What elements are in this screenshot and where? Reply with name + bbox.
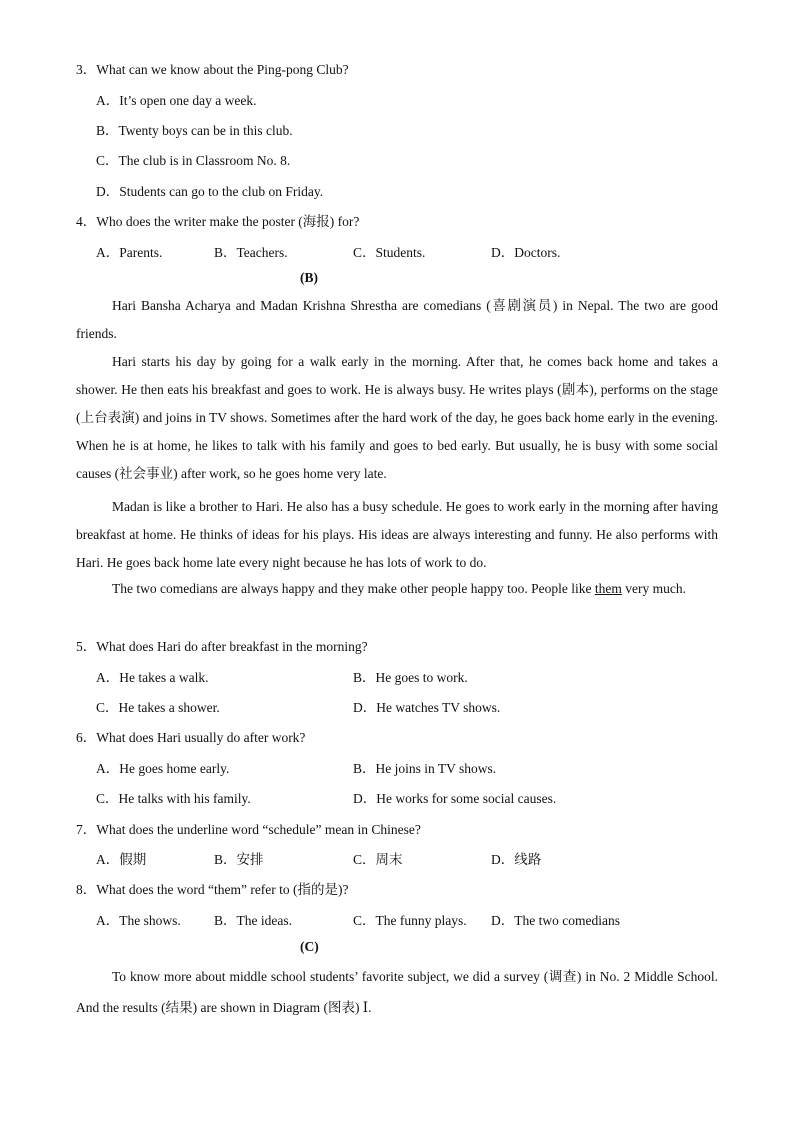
- q5-option-a: A．He takes a walk.: [96, 670, 209, 685]
- q4-option-c: C．Students.: [353, 245, 426, 260]
- section-c-heading: (C): [300, 939, 319, 954]
- question-8-stem: 8．What does the word “them” refer to (指的是)?: [76, 882, 349, 897]
- q6-option-c: C．He talks with his family.: [96, 791, 251, 806]
- q3-option-c: C．The club is in Classroom No. 8.: [96, 153, 291, 168]
- q7-option-d: D．线路: [491, 852, 542, 867]
- q8-option-a: A．The shows.: [96, 913, 181, 928]
- paragraph-text: very much.: [621, 581, 686, 596]
- q3-option-a: A．It’s open one day a week.: [96, 93, 257, 108]
- passage-b-paragraph-2: [76, 348, 718, 488]
- q8-option-d: D．The two comedians: [491, 913, 620, 928]
- q4-option-a: A．Parents.: [96, 245, 163, 260]
- q7-option-b: B．安排: [214, 852, 264, 867]
- question-3-stem: 3．What can we know about the Ping-pong Club?: [76, 62, 349, 77]
- section-b-heading: (B): [300, 270, 318, 285]
- question-6-stem: 6．What does Hari usually do after work?: [76, 730, 306, 745]
- q7-option-a: A．假期: [96, 852, 147, 867]
- q3-option-d: D．Students can go to the club on Friday.: [96, 184, 324, 199]
- paragraph-text: Hari starts his day by going for a walk early in the morning. After that, he comes back home and takes a shower. He then eats his breakfast and goes to work. He is always busy. He writes plays (剧本), performs on the stage (上台表演) and joins in TV shows. Sometimes after the hard work of the day, he goes back home early in the evening. When he is at home, he likes to talk with his family and goes to bed early. But usually, he is busy with some social causes (社会事业) after work, so he goes home very late.: [76, 354, 718, 481]
- q4-option-b: B．Teachers.: [214, 245, 288, 260]
- passage-c-paragraph-1: [76, 961, 718, 1023]
- paragraph-text: To know more about middle school students’ favorite subject, we did a survey (调查) in No. 2 Middle School. And the results (结果) are shown in Diagram (图表) Ⅰ.: [76, 969, 718, 1015]
- underlined-word-them: them: [594, 581, 622, 596]
- q5-option-b: B．He goes to work.: [353, 670, 468, 685]
- passage-b-paragraph-3: [76, 493, 718, 577]
- q6-option-d: D．He works for some social causes.: [353, 791, 557, 806]
- passage-b-paragraph-4: [76, 575, 718, 603]
- q7-option-c: C．周末: [353, 852, 403, 867]
- q6-option-b: B．He joins in TV shows.: [353, 761, 497, 776]
- q5-option-c: C．He takes a shower.: [96, 700, 220, 715]
- paragraph-text: The two comedians are always happy and they make other people happy too. People like: [112, 581, 595, 596]
- q4-option-d: D．Doctors.: [491, 245, 561, 260]
- q8-option-b: B．The ideas.: [214, 913, 292, 928]
- question-7-stem: 7．What does the underline word “schedule” mean in Chinese?: [76, 822, 421, 837]
- paragraph-text: Hari Bansha Acharya and Madan Krishna Shrestha are comedians (喜剧演员) in Nepal. The two are good friends.: [76, 298, 718, 341]
- question-5-stem: 5．What does Hari do after breakfast in the morning?: [76, 639, 368, 654]
- q8-option-c: C．The funny plays.: [353, 913, 467, 928]
- q3-option-b: B．Twenty boys can be in this club.: [96, 123, 293, 138]
- paragraph-text: Madan is like a brother to Hari. He also has a busy schedule. He goes to work early in the morning after having breakfast at home. He thinks of ideas for his plays. His ideas are always interesting and funny. He also performs with Hari. He goes back home late every night because he has lots of work to do.: [76, 499, 718, 570]
- passage-b-paragraph-1: [76, 292, 718, 348]
- question-4-stem: 4．Who does the writer make the poster (海报) for?: [76, 214, 360, 229]
- q5-option-d: D．He watches TV shows.: [353, 700, 501, 715]
- q6-option-a: A．He goes home early.: [96, 761, 230, 776]
